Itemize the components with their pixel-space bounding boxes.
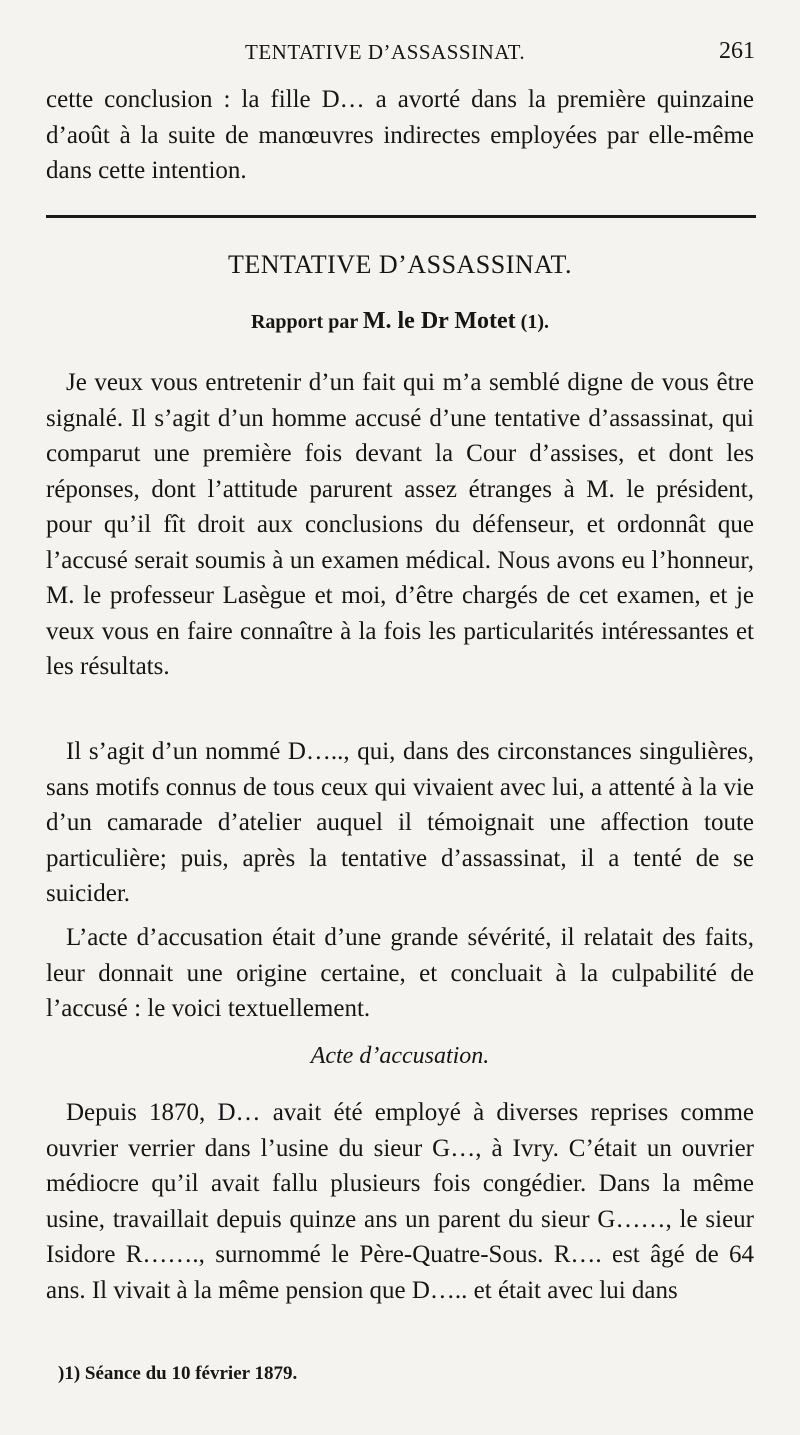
page-number: 261 (719, 38, 755, 64)
report-prefix: Rapport par (250, 311, 358, 333)
accusation-paragraph: Depuis 1870, D… avait été employé à diverses reprises comme ouvrier verrier dans l’usine du sieur G…, à Ivry. C’était un ouvrier médiocre qu’il avait fallu plusieurs fois congédier. Dans la même usine, travaillait depuis quinze ans un parent du sieur G……, le sieur Isidore R……., surnommé le Père-Quatre-Sous. R…. est âgé de 64 ans. Il vivait à la même pension que D….. et était avec lui dans (46, 1099, 754, 1304)
footnote: )1) Séance du 10 février 1879. (58, 1363, 298, 1384)
body-paragraph-2: Il s’agit d’un nommé D….., qui, dans des circonstances singulières, sans motifs connus de tous ceux qui vivaient avec lui, a attenté à la vie d’un camarade d’atelier auquel il témoignait une affection toute particulière; puis, après la tentative d’assassinat, il a tenté de se suicider. (46, 738, 754, 907)
section-title: TENTATIVE D’ASSASSINAT. (227, 250, 573, 279)
running-title: TENTATIVE D’ASSASSINAT. (245, 40, 526, 64)
body-paragraph-3: L’acte d’accusation était d’une grande sévérité, il relatait des faits, leur donnait une origine certaine, et concluait à la culpabilité de l’accusé : le voici textuellement. (46, 924, 754, 1022)
report-note-ref: (1). (520, 311, 549, 333)
report-author: M. le Dr Motet (362, 308, 516, 334)
running-head (245, 40, 755, 70)
report-byline (0, 308, 800, 335)
body-paragraph-1: Je veux vous entretenir d’un fait qui m’a semblé digne de vous être signalé. Il s’agit d’un homme accusé d’une tentative d’assassinat, qui comparut une première fois devant la Cour d’assises, et dont les réponses, dont l’attitude parurent assez étranges à M. le président, pour qu’il fît droit aux conclusions du défenseur, et ordonnât que l’accusé serait soumis à un examen médical. Nous avons eu l’honneur, M. le professeur Lasègue et moi, d’être chargés de cet examen, et je veux vous en faire connaître à la fois les particularités intéressantes et les résultats. (46, 369, 754, 680)
subheading: Acte d’accusation. (310, 1043, 490, 1069)
section-divider (46, 215, 756, 218)
continuation-paragraph: cette conclusion : la fille D… a avorté dans la première quinzaine d’août à la suite de manœuvres indirectes employées par elle-même dans cette intention. (46, 86, 754, 184)
